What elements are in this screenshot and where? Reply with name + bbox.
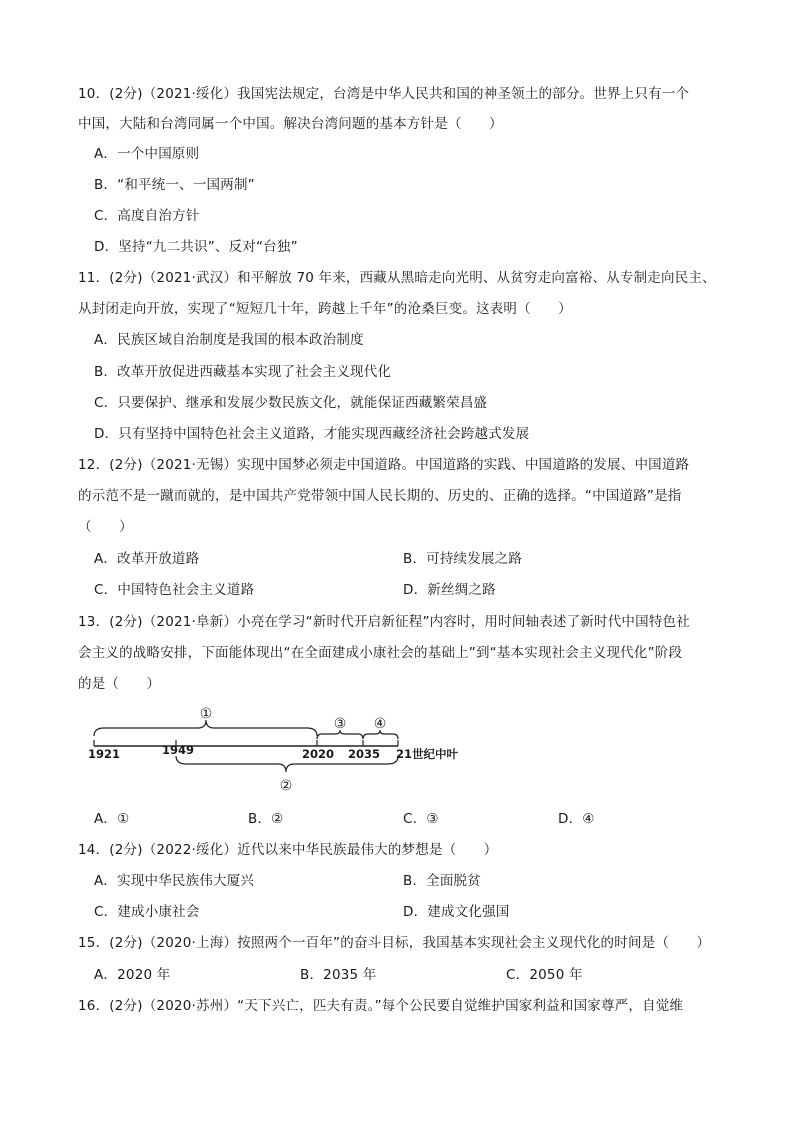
q12-option-a[interactable]: A．改革开放道路 <box>94 551 200 567</box>
q10-stem-line2: 中国，大陆和台湾同属一个中国。解决台湾问题的基本方针是（ ） <box>78 116 503 132</box>
q14-option-c[interactable]: C．建成小康社会 <box>94 904 200 920</box>
q12-stem-line2: 的示范不是一蹴而就的，是中国共产党带领中国人民长期的、历史的、正确的选择。“中国道路”是指 <box>78 488 682 504</box>
q11-option-d[interactable]: D．只有坚持中国特色社会主义道路，才能实现西藏经济社会跨越式发展 <box>94 426 530 442</box>
q11-option-c[interactable]: C．只要保护、继承和发展少数民族文化，就能保证西藏繁荣昌盛 <box>94 395 488 411</box>
q10-option-a[interactable]: A．一个中国原则 <box>94 146 200 162</box>
q13-timeline-figure <box>88 706 459 798</box>
q11-option-a[interactable]: A．民族区域自治制度是我国的根本政治制度 <box>94 332 364 348</box>
label-2020: 2020 <box>302 747 335 761</box>
q14-option-b[interactable]: B．全面脱贫 <box>403 873 481 889</box>
timeline-svg <box>88 706 459 798</box>
q13-option-d[interactable]: D．④ <box>558 811 595 827</box>
q10-option-b[interactable]: B．“和平统一、一国两制” <box>94 177 255 193</box>
q15-option-c[interactable]: C．2050 年 <box>506 967 583 983</box>
q14-option-a[interactable]: A．实现中华民族伟大厦兴 <box>94 873 255 889</box>
mark-3: ③ <box>333 716 347 732</box>
q11-stem-line1: 11．(2分)（2021·武汉）和平解放 70 年来，西藏从黑暗走向光明、从贫穷走向富裕、从专制走向民主、 <box>78 270 716 286</box>
q14-option-d[interactable]: D．建成文化强国 <box>403 904 510 920</box>
q10-option-c[interactable]: C．高度自治方针 <box>94 208 200 224</box>
q13-stem-line2: 会主义的战略安排，下面能体现出“在全面建成小康社会的基础上”到“基本实现社会主义现代化”阶段 <box>78 645 683 661</box>
q13-option-b[interactable]: B．② <box>248 811 284 827</box>
q15-stem-line1: 15．(2分)（2020·上海）按照两个一百年”的奋斗目标，我国基本实现社会主义现代化的时间是（ ） <box>78 935 711 951</box>
q10-stem-line1: 10．(2分)（2021·绥化）我国宪法规定，台湾是中华人民共和国的神圣领土的部分。世界上只有一个 <box>78 86 690 102</box>
q16-stem-line1: 16．(2分)（2020·苏州）“天下兴亡，匹夫有责。”每个公民要自觉维护国家利益和国家尊严，自觉维 <box>78 998 684 1014</box>
label-1921: 1921 <box>88 747 121 761</box>
brace-1 <box>94 720 317 736</box>
q12-option-c[interactable]: C．中国特色社会主义道路 <box>94 582 255 598</box>
q13-option-c[interactable]: C．③ <box>403 811 439 827</box>
label-1949: 1949 <box>162 743 195 757</box>
q14-stem-line1: 14．(2分)（2022·绥化）近代以来中华民族最伟大的梦想是（ ） <box>78 842 498 858</box>
q12-stem-line3: （ ） <box>78 519 133 535</box>
q15-option-b[interactable]: B．2035 年 <box>300 967 377 983</box>
q10-option-d[interactable]: D．坚持“九二共识”、反对“台独” <box>94 239 298 255</box>
label-2035: 2035 <box>348 747 381 761</box>
q12-option-d[interactable]: D．新丝绸之路 <box>403 582 496 598</box>
q12-stem-line1: 12．(2分)（2021·无锡）实现中国梦必须走中国道路。中国道路的实践、中国道路的发展、中国道路 <box>78 457 690 473</box>
q15-option-a[interactable]: A．2020 年 <box>94 967 171 983</box>
q11-stem-line2: 从封闭走向开放，实现了“短短几十年，跨越上千年”的沧桑巨变。这表明（ ） <box>78 301 572 317</box>
mark-1: ① <box>199 706 213 722</box>
label-mid-century: 21世纪中叶 <box>396 747 459 761</box>
mark-4: ④ <box>373 716 387 732</box>
mark-2: ② <box>279 778 293 794</box>
q13-stem-line3: 的是（ ） <box>78 676 161 692</box>
q13-option-a[interactable]: A．① <box>94 811 130 827</box>
q12-option-b[interactable]: B．可持续发展之路 <box>403 551 523 567</box>
q13-stem-line1: 13．(2分)（2021·阜新）小亮在学习“新时代开启新征程”内容时，用时间轴表述了新时代中国特色社 <box>78 614 690 630</box>
q11-option-b[interactable]: B．改革开放促进西藏基本实现了社会主义现代化 <box>94 364 392 380</box>
